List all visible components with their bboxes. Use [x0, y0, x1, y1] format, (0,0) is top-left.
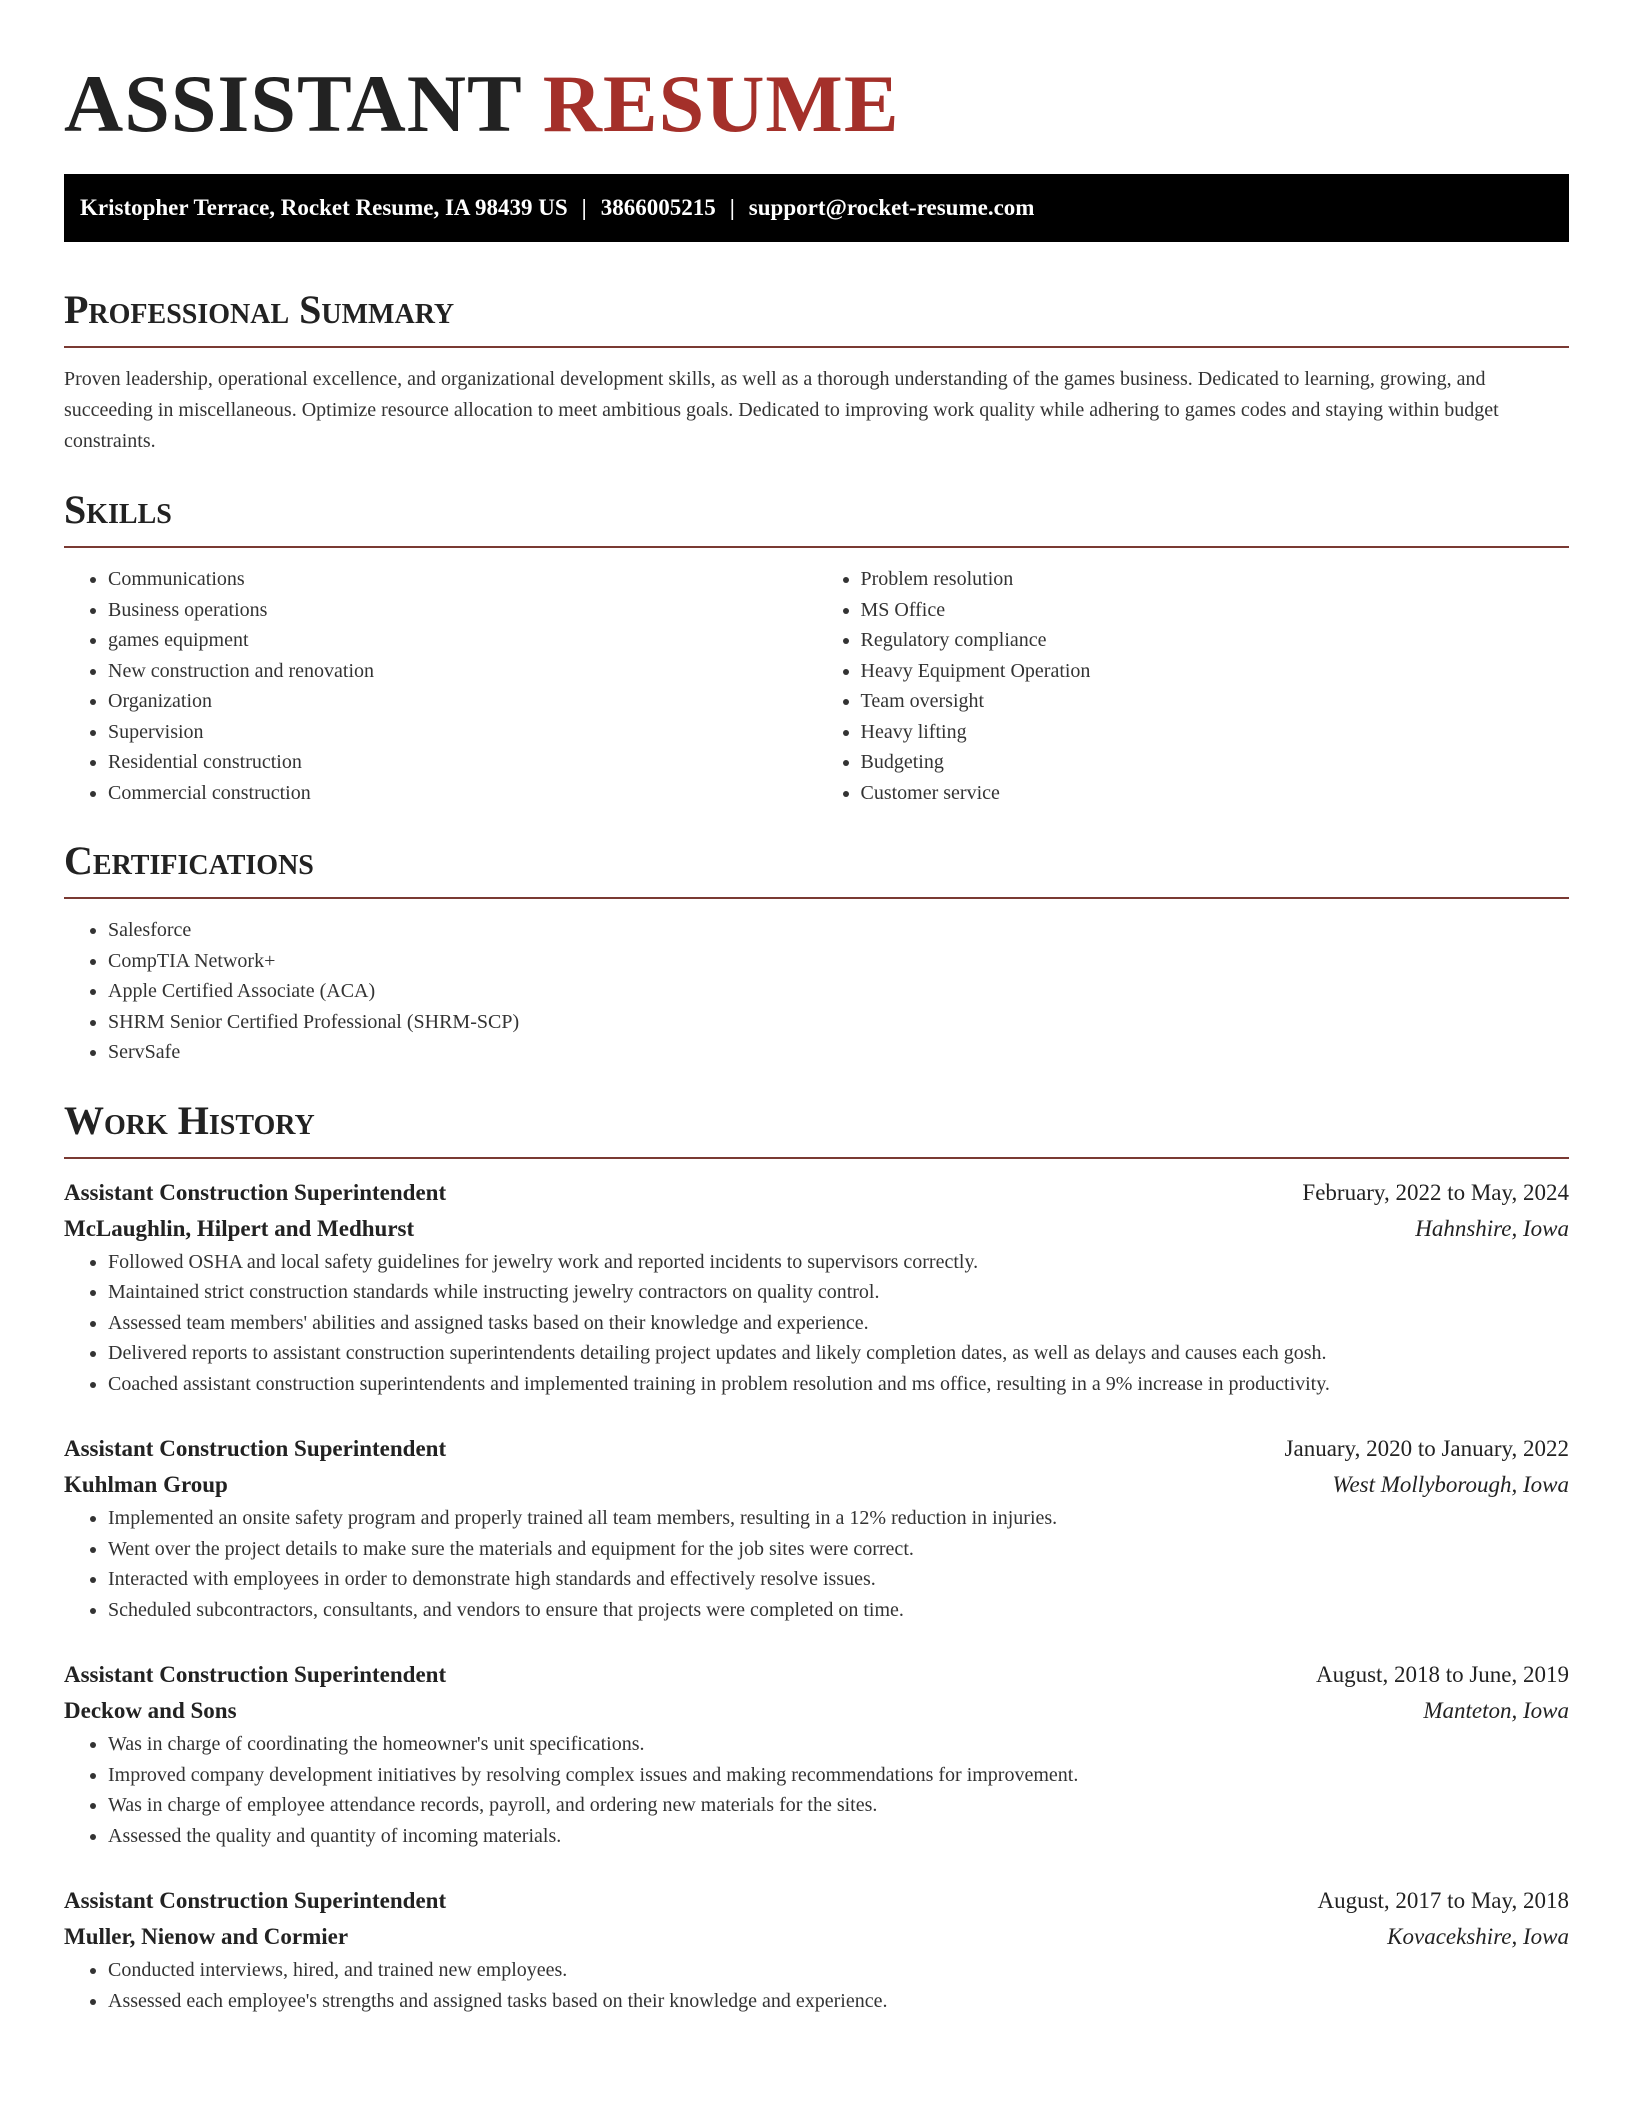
job-bullet: • Interacted with employees in order to demonstrate high standards and effectively resolve issues.: [108, 1564, 1569, 1595]
job-bullet: • Scheduled subcontractors, consultants, and vendors to ensure that projects were completed on time.: [108, 1595, 1569, 1626]
job-location: Hahnshire, Iowa: [1415, 1215, 1569, 1241]
skill-item: • Organization: [108, 686, 817, 717]
certification-item: • Salesforce: [108, 915, 1569, 946]
work-history-heading: Work History: [64, 1097, 1569, 1159]
skills-list-left: [64, 564, 817, 808]
contact-separator: |: [729, 195, 735, 220]
job-location: Manteton, Iowa: [1423, 1698, 1569, 1723]
job-dates: February, 2022 to May, 2024: [1302, 1179, 1569, 1205]
job-location: West Mollyborough, Iowa: [1332, 1472, 1569, 1497]
certification-item: • Apple Certified Associate (ACA): [108, 976, 1569, 1007]
job-company: McLaughlin, Hilpert and Medhurst: [64, 1215, 415, 1241]
job-title: Assistant Construction Superintendent: [64, 1888, 447, 1913]
job-bullet: • Followed OSHA and local safety guidelines for jewelry work and reported incidents to supervisors correctly.: [108, 1247, 1569, 1278]
job-dates: August, 2017 to May, 2018: [1317, 1888, 1569, 1913]
skill-item: • Budgeting: [861, 747, 1570, 778]
certification-item: • SHRM Senior Certified Professional (SHRM-SCP): [108, 1007, 1569, 1038]
skill-item: • Regulatory compliance: [861, 625, 1570, 656]
job-bullet: • Assessed team members' abilities and assigned tasks based on their knowledge and experience.: [108, 1308, 1569, 1339]
job-bullet: • Delivered reports to assistant construction superintendents detailing project updates and likely completion dates, as well as delays and causes each gosh.: [108, 1338, 1569, 1369]
skill-item: • Commercial construction: [108, 778, 817, 809]
skill-item: • games equipment: [108, 625, 817, 656]
job-header: [64, 1883, 1569, 1919]
skill-item: • MS Office: [861, 595, 1570, 626]
contact-address: Kristopher Terrace, Rocket Resume, IA 98439 US: [80, 195, 568, 220]
skill-item: • Heavy lifting: [861, 717, 1570, 748]
job-subheader: [64, 1211, 1569, 1247]
skill-item: • Business operations: [108, 595, 817, 626]
job-header: [64, 1431, 1569, 1467]
contact-separator: |: [581, 195, 587, 220]
job-bullet: • Implemented an onsite safety program and properly trained all team members, resulting in a 12% reduction in injuries.: [108, 1503, 1569, 1534]
skill-item: • Team oversight: [861, 686, 1570, 717]
job-dates: August, 2018 to June, 2019: [1316, 1662, 1569, 1687]
contact-phone[interactable]: 3866005215: [600, 195, 716, 220]
job-bullets: [64, 1247, 1569, 1400]
skill-item: • Communications: [108, 564, 817, 595]
certification-item: • CompTIA Network+: [108, 946, 1569, 977]
contact-bar: [64, 174, 1569, 242]
job-title: Assistant Construction Superintendent: [64, 1179, 447, 1205]
skill-item: • Supervision: [108, 717, 817, 748]
title-accent: RESUME: [542, 58, 900, 149]
job-entry: [64, 1657, 1569, 1851]
job-company: Muller, Nienow and Cormier: [64, 1924, 349, 1949]
certification-item: • ServSafe: [108, 1037, 1569, 1068]
job-company: Kuhlman Group: [64, 1472, 228, 1497]
job-company: Deckow and Sons: [64, 1698, 237, 1723]
resume-content: [64, 58, 1569, 2016]
certifications-list: [64, 915, 1569, 1068]
certifications-heading: Certifications: [64, 837, 1569, 899]
title-main: ASSISTANT: [64, 58, 522, 149]
job-subheader: [64, 1693, 1569, 1729]
job-bullets: [64, 1955, 1569, 2016]
skill-item: • Heavy Equipment Operation: [861, 656, 1570, 687]
job-bullet: • Improved company development initiatives by resolving complex issues and making recommendations for improvement.: [108, 1760, 1569, 1791]
job-bullet: • Conducted interviews, hired, and trained new employees.: [108, 1955, 1569, 1986]
job-entry: [64, 1431, 1569, 1625]
contact-email[interactable]: support@rocket-resume.com: [748, 195, 1035, 220]
job-bullets: [64, 1729, 1569, 1851]
skill-item: • Residential construction: [108, 747, 817, 778]
job-dates: January, 2020 to January, 2022: [1284, 1436, 1569, 1461]
job-bullet: • Assessed each employee's strengths and assigned tasks based on their knowledge and experience.: [108, 1986, 1569, 2017]
job-header: [64, 1175, 1569, 1211]
job-bullets: [64, 1503, 1569, 1625]
job-bullet: • Maintained strict construction standards while instructing jewelry contractors on quality control.: [108, 1277, 1569, 1308]
job-entry: [64, 1883, 1569, 2016]
skills-grid: [64, 564, 1569, 808]
job-bullet: • Assessed the quality and quantity of incoming materials.: [108, 1821, 1569, 1852]
summary-text: Proven leadership, operational excellence, and organizational development skills, as well as a thorough understanding of the games business. Dedicated to learning, growing, and succeeding in miscellaneous. Optimize resource allocation to meet ambitious goals. Dedicated to improving work quality while adhering to games codes and staying within budget constraints.: [64, 368, 1499, 452]
skill-item: • Customer service: [861, 778, 1570, 809]
job-title: Assistant Construction Superintendent: [64, 1436, 447, 1461]
job-subheader: [64, 1467, 1569, 1503]
job-bullet: • Coached assistant construction superintendents and implemented training in problem resolution and ms office, resulting in a 9% increase in productivity.: [108, 1369, 1569, 1400]
job-entry: [64, 1175, 1569, 1400]
job-subheader: [64, 1919, 1569, 1955]
summary-heading: Professional Summary: [64, 286, 1569, 348]
job-bullet: • Was in charge of coordinating the homeowner's unit specifications.: [108, 1729, 1569, 1760]
skill-item: • Problem resolution: [861, 564, 1570, 595]
skills-list-right: [817, 564, 1570, 808]
skills-heading: Skills: [64, 486, 1569, 548]
job-header: [64, 1657, 1569, 1693]
job-bullet: • Was in charge of employee attendance records, payroll, and ordering new materials for the sites.: [108, 1790, 1569, 1821]
job-bullet: • Went over the project details to make sure the materials and equipment for the job sites were correct.: [108, 1534, 1569, 1565]
resume-title: [64, 58, 1569, 150]
job-title: Assistant Construction Superintendent: [64, 1662, 447, 1687]
job-location: Kovacekshire, Iowa: [1387, 1924, 1569, 1949]
skill-item: • New construction and renovation: [108, 656, 817, 687]
